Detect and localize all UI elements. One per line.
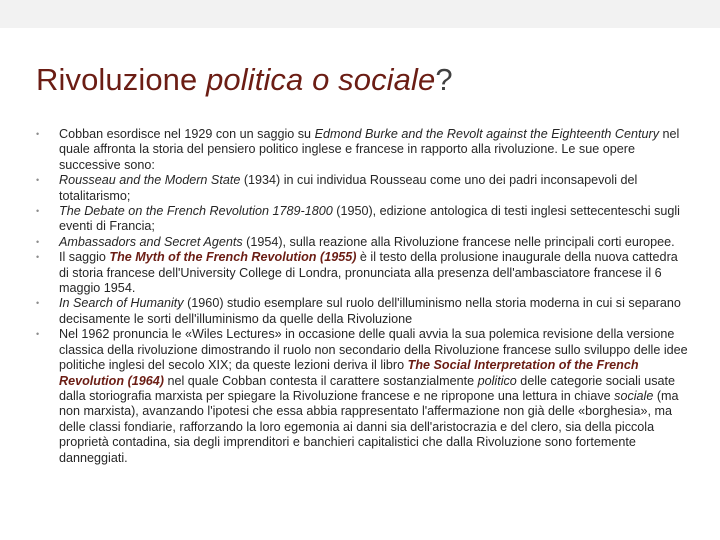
bullet-text bbox=[59, 173, 637, 202]
slide-title bbox=[36, 62, 453, 98]
bullet-item bbox=[36, 327, 688, 466]
text-segment: è il testo della prolusione inaugurale della nuova cattedra di storia francese dell'University College di Londra, pronunciata alla presenza dell'ambasciatore francese il 6 maggio 1954. bbox=[59, 250, 678, 296]
text-segment: nel quale Cobban contesta il carattere sostanzialmente bbox=[163, 373, 478, 388]
bullet-text bbox=[59, 327, 688, 464]
bullet-text bbox=[59, 250, 678, 295]
bullet-text bbox=[59, 296, 681, 325]
emphasis-word: politico bbox=[477, 373, 517, 388]
title-question-mark: ? bbox=[435, 62, 453, 97]
bullet-item bbox=[36, 204, 688, 235]
bullet-text bbox=[59, 204, 680, 233]
text-segment: delle categorie sociali usate dalla storiografia marxista per spiegare la Rivoluzione francese e ne ripropone una lettura in chiave bbox=[59, 373, 676, 403]
book-title: Rousseau and the Modern State bbox=[59, 173, 241, 188]
bullet-item bbox=[36, 250, 688, 296]
bullet-item bbox=[36, 296, 688, 327]
text-segment: (1960) studio esemplare sul ruolo dell'illuminismo nella storia moderna in cui si separano decisamente le sorti dell'illuminismo da quelle della Rivoluzione bbox=[59, 296, 681, 326]
title-italic: politica o sociale bbox=[206, 62, 436, 97]
bullet-icon: • bbox=[36, 206, 40, 217]
bullet-item bbox=[36, 235, 688, 250]
title-plain: Rivoluzione bbox=[36, 62, 207, 97]
bullet-icon: • bbox=[36, 175, 40, 186]
text-segment: Cobban esordisce nel 1929 con un saggio su bbox=[59, 127, 315, 141]
bullet-icon: • bbox=[36, 236, 40, 247]
book-title: Edmond Burke and the Revolt against the Eighteenth Century bbox=[314, 127, 660, 141]
text-segment: (ma non marxista), avanzando l'ipotesi che essa abbia rappresentato l'affermazione non già delle «borghesia», ma delle classi fondiarie, rafforzando la loro egemonia ai danni sia dell'aristocrazia e del clero, sia della piccola proprietà contadina, sia degli imprenditori e banchieri capitalistici che dalla Rivoluzione sono fortemente danneggiati. bbox=[59, 388, 679, 465]
bullet-text bbox=[59, 235, 675, 249]
highlighted-book-title: The Social Interpretation of the French Revolution (1964) bbox=[59, 358, 639, 388]
bullet-icon: • bbox=[36, 298, 40, 309]
book-title: In Search of Humanity bbox=[59, 296, 184, 311]
bullet-icon: • bbox=[36, 252, 40, 263]
highlighted-book-title: The Myth of the French Revolution (1955) bbox=[109, 250, 357, 265]
bullet-icon: • bbox=[36, 329, 40, 340]
book-title: The Debate on the French Revolution 1789-1800 bbox=[59, 204, 333, 219]
text-segment: nel quale affronta la storia del pensiero politico inglese e francese in rapporto alla rivoluzione. Le sue opere successive sono: bbox=[59, 127, 680, 172]
text-segment: (1950), edizione antologica di testi inglesi settecenteschi sugli eventi di Francia; bbox=[59, 204, 680, 234]
text-segment: Il saggio bbox=[59, 250, 110, 265]
slide-top-band bbox=[0, 0, 720, 28]
bullet-item bbox=[36, 127, 688, 173]
text-segment: (1934) in cui individua Rousseau come uno dei padri inconsapevoli del totalitarismo; bbox=[59, 173, 638, 203]
bullet-icon: • bbox=[36, 129, 40, 139]
bullet-text bbox=[59, 127, 679, 172]
bullet-item bbox=[36, 173, 688, 204]
text-segment: Nel 1962 pronuncia le «Wiles Lectures» in occasione delle quali avvia la sua polemica revisione della versione classica della rivoluzione dimostrando il ruolo non secondario della Rivoluzione francese sullo sviluppo delle idee politiche inglesi del secolo XIX; da queste lezioni deriva il libro bbox=[59, 327, 688, 373]
bullet-list bbox=[36, 127, 688, 466]
emphasis-word: sociale bbox=[614, 388, 654, 403]
text-segment: (1954), sulla reazione alla Rivoluzione francese nelle principali corti europee. bbox=[242, 234, 675, 249]
book-title: Ambassadors and Secret Agents bbox=[59, 234, 243, 249]
